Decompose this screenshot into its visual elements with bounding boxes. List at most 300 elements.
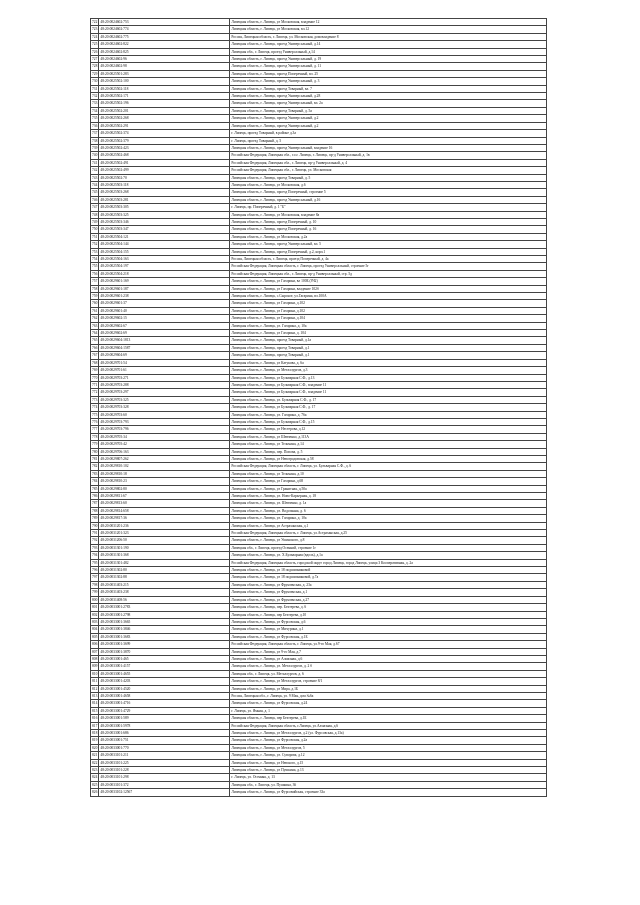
row-number-cell: 753	[92, 249, 98, 254]
address-cell: Липецкая область, г. Липецк, проезд Универсальный, д.2	[230, 115, 547, 122]
cadastral-number-cell: 48:20:0031403:215	[99, 581, 230, 588]
address-cell: Липецкая область, г. Липецк, ул Московская, д.2а	[230, 233, 547, 240]
address-cell: г. Липецк, пр. Поперечный, д. 1 "Б"	[230, 204, 547, 211]
row-number-cell: 746	[92, 197, 98, 202]
address-cell: г. Липецк, проезд Товарный, д. 5	[230, 137, 547, 144]
table-row	[91, 218, 547, 225]
row-number-cell: 813	[92, 693, 98, 698]
table-row	[91, 567, 547, 574]
parcel-table-body	[91, 19, 547, 797]
cadastral-number-cell: 48:20:0029810:18	[99, 470, 230, 477]
table-row	[91, 159, 547, 166]
address-cell: Российская Федерация, Липецкая область, г. Липецк, ул.9-го Мая, д.67	[230, 641, 547, 648]
table-row	[91, 389, 547, 396]
table-row	[91, 678, 547, 685]
table-row	[91, 211, 547, 218]
cadastral-number-cell: 48:20:0029601:187	[99, 285, 230, 292]
address-cell: Российская Федерация, Липецкая обл., г. Липецк, пр-д Универсальный, д. 4	[230, 159, 547, 166]
address-cell: Липецкая область, г. Липецк, проезд Поперечный, д.2, корп.1	[230, 248, 547, 255]
address-cell: Липецкая область, г. Липецк, с.Сырское, ул.Гагарина, вл.100А	[230, 293, 547, 300]
row-number-cell: 811	[92, 679, 98, 684]
row-number-cell: 780	[92, 449, 98, 454]
address-cell: Липецкая область, г. Липецк, ул Пушкина, д.13	[230, 767, 547, 774]
table-row	[91, 559, 547, 566]
row-number-cell: 758	[92, 286, 98, 291]
address-cell: Липецкая область, г. Липецк, ул. Суворова, д.12	[230, 752, 547, 759]
cadastral-number-cell: 48:20:0031201:236	[99, 522, 230, 529]
address-cell: Российская Федерация, Липецкая область, г. Липецк, ул.Астраханская, д.25	[230, 530, 547, 537]
address-cell: Липецкая область, г. Липецк, ул Гагарина, д.102	[230, 307, 547, 314]
table-row	[91, 285, 547, 292]
cadastral-number-cell: 48:20:0033001:2798	[99, 611, 230, 618]
cadastral-number-cell: 48:20:0033001:3870	[99, 648, 230, 655]
address-cell: Липецкая область, г. Липецк, проезд Товарный, вл. 7	[230, 85, 547, 92]
row-number-cell: 791	[92, 531, 98, 536]
row-number-cell: 739	[92, 145, 98, 150]
row-number-cell: 824	[92, 775, 98, 780]
row-number-cell: 748	[92, 212, 98, 217]
cadastral-number-cell: 48:20:0029604:1813	[99, 337, 230, 344]
cadastral-number-cell: 48:20:0024602:96	[99, 56, 230, 63]
address-cell: Липецкая область, г. Липецк, ул Гагарина, д. 104	[230, 330, 547, 337]
address-cell: Липецкая область, г. Липецк, проезд Универсальный, д. 11	[230, 63, 547, 70]
row-number-cell: 747	[92, 205, 98, 210]
table-row	[91, 411, 547, 418]
address-cell: Липецкая область, г. Липецк, проезд Универсальный, д.2	[230, 122, 547, 129]
address-cell: Липецкая обл., г. Липецк, ул. Металлургов, д. 6	[230, 670, 547, 677]
cadastral-number-cell: 48:20:0029810:23	[99, 478, 230, 485]
table-row	[91, 581, 547, 588]
table-row	[91, 715, 547, 722]
row-number-cell: 809	[92, 664, 98, 669]
address-cell: Липецкая область, г. Липецк, ул Фрунзенская, д.27	[230, 596, 547, 603]
address-cell: Липецкая область, г. Липецк, ул. Х.Бульварная (вдоль), д.1а	[230, 552, 547, 559]
row-number-cell: 722	[92, 20, 98, 24]
row-number-cell: 786	[92, 494, 98, 498]
cadastral-number-cell: 48:20:0024602:825	[99, 48, 230, 55]
row-number-cell: 800	[92, 597, 98, 602]
table-row	[91, 19, 547, 26]
row-number-cell: 783	[92, 471, 98, 476]
row-number-cell: 727	[92, 57, 98, 62]
cadastral-number-cell: 48:20:0029602:67	[99, 322, 230, 329]
address-cell: г. Липецк, проезд Товарный, в районе д.3а	[230, 130, 547, 137]
table-row	[91, 655, 547, 662]
table-row	[91, 300, 547, 307]
cadastral-number-cell: 48:20:0033001:4203	[99, 678, 230, 685]
cadastral-number-cell: 48:20:0033101:372	[99, 781, 230, 788]
table-row	[91, 463, 547, 470]
row-number-cell: 798	[92, 582, 98, 587]
table-row	[91, 322, 547, 329]
row-number-cell: 816	[92, 716, 98, 721]
row-number-cell: 789	[92, 516, 98, 521]
cadastral-number-cell: 48:20:0031302:80	[99, 567, 230, 574]
address-cell: Липецкая область, г. Липецк, ул. Гагарина, д. 10а	[230, 515, 547, 522]
address-cell: Липецкая область, г. Липецк, проезд Универсальный, д.16	[230, 196, 547, 203]
cadastral-number-cell: 48:20:0025501:283	[99, 70, 230, 77]
row-number-cell: 776	[92, 419, 98, 424]
table-row	[91, 596, 547, 603]
cadastral-number-cell: 48:20:0029703:271	[99, 374, 230, 381]
cadastral-number-cell: 48:20:0033001:770	[99, 744, 230, 751]
address-cell: Липецкая область, г. Липецк, ул Фурсовская, д.24	[230, 700, 547, 707]
table-row	[91, 293, 547, 300]
cadastral-number-cell: 48:20:0033102:12567	[99, 789, 230, 796]
table-row	[91, 759, 547, 766]
address-cell: Липецкая область, г. Липецк, пер. Попова, д. 5	[230, 448, 547, 455]
address-cell: Липецкая область, г. Липецк, проезд Товарный, д. 5а	[230, 107, 547, 114]
table-row	[91, 85, 547, 92]
cadastral-number-cell: 48:20:0025502:100	[99, 78, 230, 85]
address-cell: Липецкая область, г. Липецк, пер Бехтерева, д.10	[230, 611, 547, 618]
table-row	[91, 352, 547, 359]
address-cell: Липецкая область, г. Липецк, ул Бульварная С.Ф., д. 17	[230, 404, 547, 411]
cadastral-number-cell: 48:20:0033001:4655	[99, 670, 230, 677]
cadastral-number-cell: 48:20:0025503:281	[99, 196, 230, 203]
cadastral-number-cell: 48:20:0029604:69	[99, 352, 230, 359]
table-row	[91, 700, 547, 707]
cadastral-number-cell: 48:20:0029810:102	[99, 463, 230, 470]
cadastral-number-cell: 48:20:0025502:491	[99, 159, 230, 166]
address-cell: Липецкая область, г. Липецк, ул Мира, д.1Б	[230, 685, 547, 692]
row-number-cell: 763	[92, 323, 98, 328]
cadastral-number-cell: 48:20:0029604:1587	[99, 344, 230, 351]
row-number-cell: 815	[92, 708, 98, 713]
table-row	[91, 455, 547, 462]
address-cell: Липецкая область, г. Липецк, проезд Универсальный, владение 16	[230, 144, 547, 151]
address-cell: Липецкая область, г. Липецк, ул Фурсовская, д.6	[230, 618, 547, 625]
row-number-cell: 784	[92, 479, 98, 484]
table-row	[91, 589, 547, 596]
cadastral-number-cell: 48:20:0025503:346	[99, 218, 230, 225]
row-number-cell: 726	[92, 49, 98, 54]
address-cell: Липецкая область, г. Липецк, ул 18 подшипниковой	[230, 567, 547, 574]
table-row	[91, 78, 547, 85]
table-row	[91, 359, 547, 366]
table-row	[91, 204, 547, 211]
cadastral-number-cell: 48:20:0025503:347	[99, 226, 230, 233]
table-row	[91, 278, 547, 285]
table-row	[91, 337, 547, 344]
row-number-cell: 825	[92, 782, 98, 787]
address-cell: Липецкая область, г. Липецк, ул Гранитная, д.50а	[230, 485, 547, 492]
address-cell: Липецкая область, г. Липецк, проезд Поперечный, строение 5	[230, 189, 547, 196]
cadastral-number-cell: 48:20:0033001:4520	[99, 685, 230, 692]
address-cell: Липецкая область, г. Липецк, ул Алмазная, д.6	[230, 655, 547, 662]
table-row	[91, 181, 547, 188]
row-number-cell: 797	[92, 575, 98, 580]
row-number-cell: 750	[92, 227, 98, 232]
row-number-cell: 754	[92, 257, 98, 261]
table-row	[91, 381, 547, 388]
cadastral-number-cell: 48:20:0025502:118	[99, 85, 230, 92]
table-row	[91, 552, 547, 559]
address-cell: Липецкая область, г. Липецк, ул Металлургов, д.3	[230, 367, 547, 374]
table-row	[91, 41, 547, 48]
table-row	[91, 744, 547, 751]
address-cell: Липецкая область, г. Липецк, ул. Шевченко, д. 1а	[230, 500, 547, 507]
row-number-cell: 781	[92, 456, 98, 461]
address-cell: Липецкая область, г. Липецк, пер Бехтерева, д.1Б	[230, 715, 547, 722]
cadastral-number-cell: 48:20:0025502:468	[99, 152, 230, 159]
cadastral-number-cell: 48:20:0033001:751	[99, 737, 230, 744]
cadastral-number-cell: 48:20:0029601:40	[99, 307, 230, 314]
cadastral-number-cell: 48:20:0024602:753	[99, 19, 230, 26]
row-number-cell: 744	[92, 182, 98, 187]
row-number-cell: 749	[92, 219, 98, 224]
address-cell: Липецкая область, г. Липецк, ул Московская, д.6	[230, 181, 547, 188]
address-cell: Липецкая область, г. Липецк, ул Нестерова, д.12	[230, 426, 547, 433]
row-number-cell: 817	[92, 723, 98, 728]
row-number-cell: 724	[92, 34, 98, 39]
cadastral-number-cell: 48:20:0025503:118	[99, 181, 230, 188]
address-cell: г. Липецк, ул. Осенняя, д. 13	[230, 774, 547, 781]
address-cell: Липецкая область, г. Липецк, ул Мичурина, д.1	[230, 626, 547, 633]
address-cell: Липецкая область, г. Липецк, ул Фурсовская, д.1Б	[230, 633, 547, 640]
table-row	[91, 641, 547, 648]
row-number-cell: 731	[92, 86, 98, 91]
table-row	[91, 767, 547, 774]
cadastral-number-cell: 48:20:0029814:658	[99, 507, 230, 514]
address-cell: Липецкая область, г. Липецк, ул Гагарина, д.68	[230, 478, 547, 485]
row-number-cell: 773	[92, 397, 98, 402]
cadastral-number-cell: 48:20:0029703:796	[99, 426, 230, 433]
cadastral-number-cell: 48:20:0029703:60	[99, 411, 230, 418]
cadastral-number-cell: 48:20:0025504:197	[99, 263, 230, 270]
table-row	[91, 33, 547, 40]
table-row	[91, 48, 547, 55]
table-row	[91, 167, 547, 174]
address-cell: Липецкая область, г. Липецк, ул. Металлургов, д. 2 б	[230, 663, 547, 670]
table-row	[91, 522, 547, 529]
address-cell: Липецкая область, г. Липецк, ул. Водопьяна, д. 6	[230, 507, 547, 514]
table-row	[91, 648, 547, 655]
address-cell: Липецкая область, г. Липецк, проезд Поперечный, д. 16	[230, 226, 547, 233]
cadastral-number-cell: 48:20:0033101:225	[99, 759, 230, 766]
row-number-cell: 769	[92, 368, 98, 373]
address-cell: Липецкая область, г. Липецк, ул. Ново-Карьерная, д. 18	[230, 493, 547, 500]
cadastral-number-cell: 48:20:0025502:171	[99, 93, 230, 100]
table-row	[91, 426, 547, 433]
table-row	[91, 56, 547, 63]
cadastral-number-cell: 48:20:0025502:499	[99, 167, 230, 174]
row-number-cell: 751	[92, 234, 98, 239]
address-cell: Липецкая область, г. Липецк, проезд Товарный, д.1а	[230, 337, 547, 344]
table-row	[91, 315, 547, 322]
cadastral-number-cell: 48:20:0029703:325	[99, 396, 230, 403]
table-row	[91, 685, 547, 692]
row-number-cell: 764	[92, 331, 98, 336]
address-cell: Липецкая область, г. Липецк, ул Невоградовская, д.58	[230, 455, 547, 462]
table-row	[91, 604, 547, 611]
table-row	[91, 248, 547, 255]
address-cell: Липецкая область, г. Липецк, ул Металлургов, 5	[230, 744, 547, 751]
table-row	[91, 670, 547, 677]
row-number-cell: 732	[92, 94, 98, 99]
cadastral-number-cell: 48:20:0033001:4729	[99, 707, 230, 714]
row-number-cell: 819	[92, 738, 98, 743]
row-number-cell: 761	[92, 308, 98, 313]
row-number-cell: 779	[92, 442, 98, 447]
row-number-cell: 735	[92, 116, 98, 121]
cadastral-number-cell: 48:20:0029703:793	[99, 418, 230, 425]
row-number-cell: 736	[92, 123, 98, 128]
cadastral-number-cell: 48:20:0029802:80	[99, 485, 230, 492]
address-cell: Липецкая область, г. Липецк, проезд Поперечный, д. 10	[230, 218, 547, 225]
table-row	[91, 441, 547, 448]
row-number-cell: 760	[92, 301, 98, 306]
row-number-cell: 774	[92, 405, 98, 410]
address-cell: Липецкая область, г. Липецк, проезд Универсальный, д. 19	[230, 56, 547, 63]
row-number-cell: 770	[92, 375, 98, 380]
address-cell: Липецкая область, г. Липецк, ул. Гагарина, д. 76а	[230, 411, 547, 418]
table-row	[91, 233, 547, 240]
table-row	[91, 144, 547, 151]
cadastral-number-cell: 48:20:0031302:88	[99, 574, 230, 581]
address-cell: Липецкая область, г. Липецк, пер. Бехтерева, д. 6	[230, 604, 547, 611]
cadastral-number-cell: 48:20:0031301:482	[99, 559, 230, 566]
table-row	[91, 367, 547, 374]
row-number-cell: 823	[92, 768, 98, 773]
cadastral-number-cell: 48:20:0029701:54	[99, 359, 230, 366]
row-number-cell: 820	[92, 745, 98, 750]
cadastral-number-cell: 48:20:0029703:328	[99, 404, 230, 411]
table-row	[91, 789, 547, 796]
cadastral-number-cell: 48:20:0029601:238	[99, 293, 230, 300]
cadastral-number-cell: 48:20:0029602:15	[99, 315, 230, 322]
table-row	[91, 270, 547, 277]
table-row	[91, 611, 547, 618]
cadastral-number-cell: 48:20:0033001:2783	[99, 604, 230, 611]
table-row	[91, 493, 547, 500]
table-row	[91, 137, 547, 144]
row-number-cell: 743	[92, 175, 98, 180]
table-row	[91, 500, 547, 507]
cadastral-number-cell: 48:20:0029601:37	[99, 300, 230, 307]
cadastral-number-cell: 48:20:0031408:56	[99, 596, 230, 603]
table-row	[91, 107, 547, 114]
row-number-cell: 821	[92, 753, 98, 758]
cadastral-number-cell: 48:20:0025502:268	[99, 115, 230, 122]
row-number-cell: 803	[92, 619, 98, 624]
table-row	[91, 396, 547, 403]
row-number-cell: 742	[92, 168, 98, 173]
address-cell: Липецкая область, г. Липецк, проезд Универсальный, д.14	[230, 41, 547, 48]
table-row	[91, 737, 547, 744]
address-cell: Липецкая обл., г. Липецк, ул. Пушкина, 36	[230, 781, 547, 788]
address-cell: Липецкая область, г. Липецк, ул Гагарина, д.102	[230, 300, 547, 307]
table-row	[91, 93, 547, 100]
row-number-cell: 723	[92, 27, 98, 32]
table-row	[91, 618, 547, 625]
table-row	[91, 692, 547, 699]
cadastral-number-cell: 48:20:0024602:774	[99, 26, 230, 33]
cadastral-number-cell: 48:20:0029602:69	[99, 330, 230, 337]
table-row	[91, 470, 547, 477]
row-number-cell: 752	[92, 242, 98, 247]
cadastral-number-cell: 48:20:0029811:67	[99, 493, 230, 500]
address-cell: Россия, Липецкая обл., г. Липецк, ул. 9 Мая, дом №6а	[230, 692, 547, 699]
address-cell: Липецкая область, г. Липецк, ул 18 подшипниковой, д.7а	[230, 574, 547, 581]
row-number-cell: 777	[92, 427, 98, 432]
cadastral-number-cell: 48:20:0031301:368	[99, 552, 230, 559]
row-number-cell: 802	[92, 612, 98, 617]
cadastral-number-cell: 48:20:0029813:60	[99, 500, 230, 507]
address-cell: Липецкая обл., г. Липецк, проезд Универсальный, д.14	[230, 48, 547, 55]
address-cell: Липецкая область, г. Липецк, ул Московская, вл.12	[230, 26, 547, 33]
address-cell: Липецкая область, г. Липецк, ул Гагарина, владение 102б	[230, 285, 547, 292]
address-cell: Липецкая область, г. Липецк, ул Катукова, д. 6а	[230, 359, 547, 366]
address-cell: Российская Федерация, Липецкая область, г. Липецк, проезд Универсальный, строение 5г	[230, 263, 547, 270]
row-number-cell: 792	[92, 538, 98, 543]
table-row	[91, 374, 547, 381]
address-cell: Липецкая область, г. Липецк, ул 9-го Мая, д.7	[230, 648, 547, 655]
table-row	[91, 722, 547, 729]
address-cell: Липецкая область, г. Липецк, проезд Товарный, д. 5	[230, 174, 547, 181]
cadastral-number-cell: 48:20:0033001:3699	[99, 641, 230, 648]
row-number-cell: 757	[92, 279, 98, 284]
address-cell: Липецкая область, г. Липецк, ул. Гагарина, д. 10а	[230, 322, 547, 329]
row-number-cell: 801	[92, 605, 98, 610]
cadastral-number-cell: 48:20:0025504:163	[99, 256, 230, 263]
row-number-cell: 778	[92, 434, 98, 439]
table-row	[91, 256, 547, 263]
cadastral-number-cell: 48:20:0029703:297	[99, 389, 230, 396]
address-cell: Липецкая обл., г. Липецк, проезд Осенний, строение 1г	[230, 544, 547, 551]
row-number-cell: 810	[92, 671, 98, 676]
cadastral-number-cell: 48:20:0025502:423	[99, 144, 230, 151]
row-number-cell: 795	[92, 560, 98, 565]
cadastral-number-cell: 48:20:0033001:5978	[99, 722, 230, 729]
row-number-cell: 768	[92, 360, 98, 365]
address-cell: Липецкая область, г. Липецк, ул Бульварная С.Ф., д.13	[230, 374, 547, 381]
address-cell: Липецкая область, г. Липецк, ул Бульварная С.Ф., владение 11	[230, 389, 547, 396]
address-cell: Российская Федерация, Липецкая обл., г. Липецк, пр-д Универсальный, стр. 5д	[230, 270, 547, 277]
cadastral-number-cell: 48:20:0031206:50	[99, 537, 230, 544]
row-number-cell: 806	[92, 642, 98, 647]
table-row	[91, 633, 547, 640]
address-cell: Российская Федерация, Липецкая область, г. Липецк, ул. Бульварная С.Ф., д. 6	[230, 463, 547, 470]
cadastral-number-cell: 48:20:0025504:218	[99, 270, 230, 277]
cadastral-number-cell: 48:20:0025502:374	[99, 130, 230, 137]
address-cell: Липецкая область, г. Липецк, ул Металлургов, д.2 (ул. Фурсовская, д.13а)	[230, 730, 547, 737]
address-cell: Липецкая область, г. Липецк, ул Фрунзенская, д.1	[230, 589, 547, 596]
cadastral-number-cell: 48:20:0025502:291	[99, 122, 230, 129]
cadastral-number-cell: 48:20:0029705:34	[99, 433, 230, 440]
table-row	[91, 226, 547, 233]
cadastral-number-cell: 48:20:0033001:4716	[99, 700, 230, 707]
row-number-cell: 796	[92, 568, 98, 573]
cadastral-number-cell: 48:20:0033001:3683	[99, 633, 230, 640]
table-row	[91, 189, 547, 196]
table-row	[91, 537, 547, 544]
address-cell: Липецкая область, г. Липецк, проезд Товарный, д.1	[230, 352, 547, 359]
cadastral-number-cell: 48:20:0033001:4157	[99, 663, 230, 670]
cadastral-number-cell: 48:20:0033001:465	[99, 655, 230, 662]
row-number-cell: 807	[92, 649, 98, 654]
cadastral-number-cell: 48:20:0033001:4658	[99, 692, 230, 699]
row-number-cell: 766	[92, 345, 98, 350]
table-row	[91, 404, 547, 411]
cadastral-number-cell: 48:20:0031403:238	[99, 589, 230, 596]
cadastral-number-cell: 48:20:0025503:268	[99, 189, 230, 196]
table-row	[91, 241, 547, 248]
cadastral-number-cell: 48:20:0029817:36	[99, 515, 230, 522]
address-cell: Липецкая область, г. Липецк, ул Астраханская, д.1	[230, 522, 547, 529]
table-row	[91, 626, 547, 633]
row-number-cell: 765	[92, 338, 98, 343]
